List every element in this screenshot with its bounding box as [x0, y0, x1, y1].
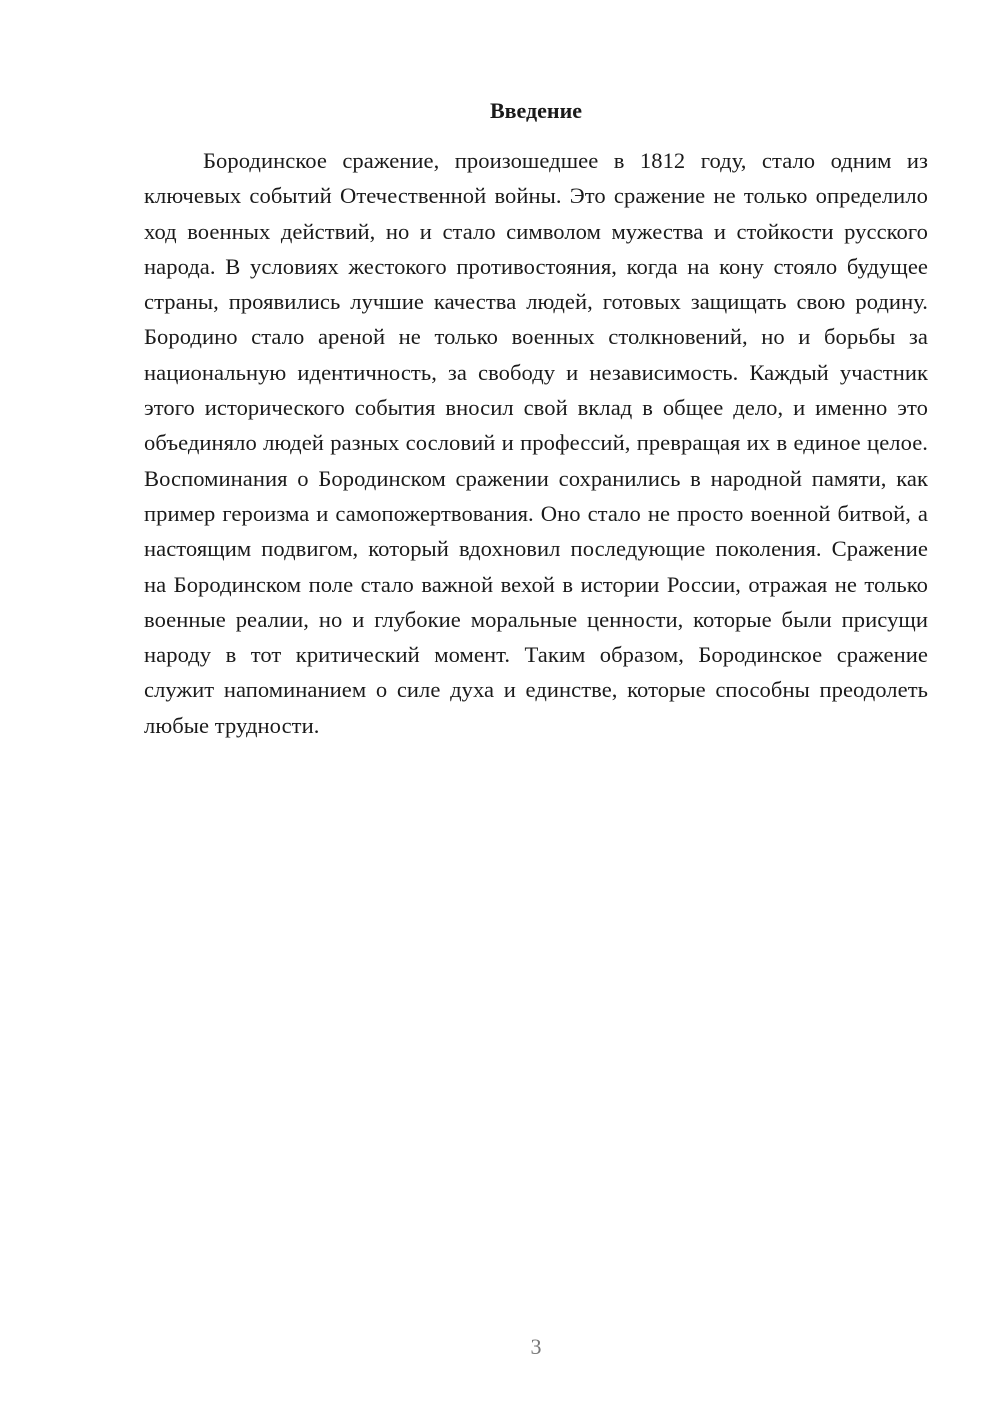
section-heading: Введение [489, 98, 583, 123]
body-paragraph: Бородинское сражение, произошедшее в 1812 году, стало одним из ключевых событий Отечественной войны. Это сражение не только определило ход военных действий, но и стало символом мужества и стойкости русского народа. В условиях жестокого противостояния, когда на кону стояло будущее страны, проявились лучшие качества людей, готовых защищать свою родину. Бородино стало ареной не только военных столкновений, но и борьбы за национальную идентичность, за свободу и независимость. Каждый участник этого исторического события вносил свой вклад в общее дело, и именно это объединяло людей разных сословий и профессий, превращая их в единое целое. Воспоминания о Бородинском сражении сохранились в народной памяти, как пример героизма и самопожертвования. Оно стало не просто военной битвой, а настоящим подвигом, который вдохновил последующие поколения. Сражение на Бородинском поле стало важной вехой в истории России, отражая не только военные реалии, но и глубокие моральные ценности, которые были присущи народу в тот критический момент. Таким образом, Бородинское сражение служит напоминанием о силе духа и единстве, которые способны преодолеть любые трудности. [144, 148, 928, 738]
page-number: 3 [530, 1334, 542, 1359]
